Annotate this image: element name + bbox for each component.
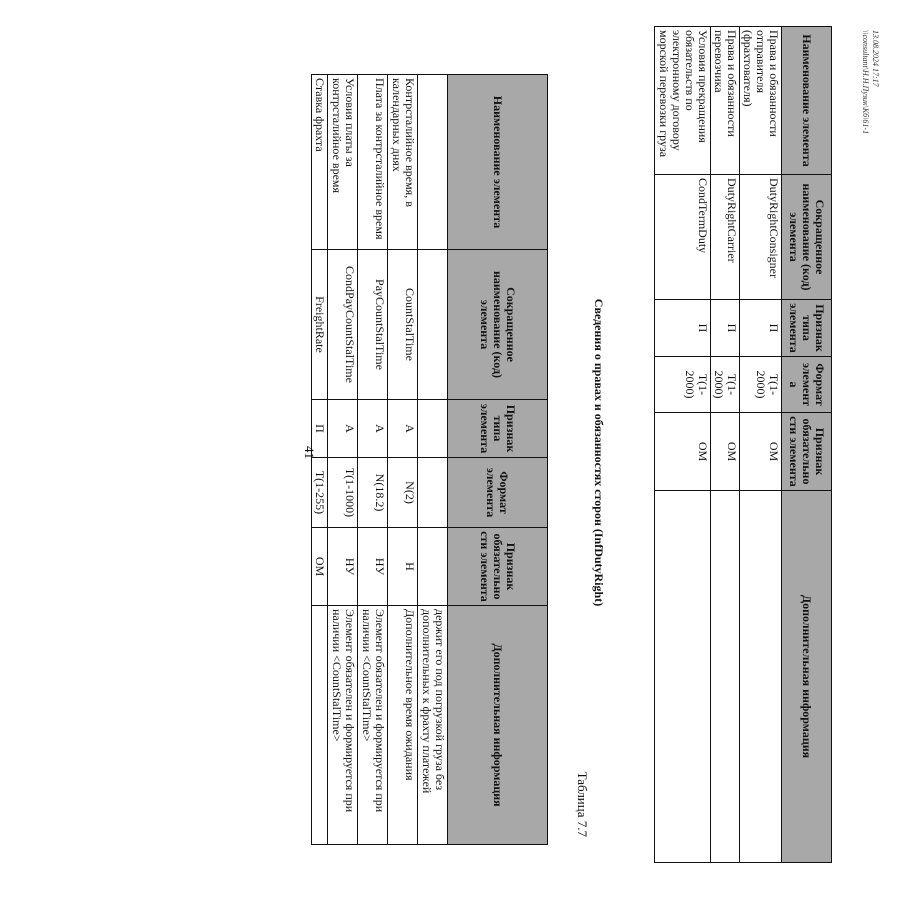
header-cell: Признак типа элемента <box>448 400 548 458</box>
print-footer <box>860 30 880 134</box>
cell-code: CondTermDuty <box>655 175 711 300</box>
cell-info <box>711 491 740 863</box>
cell-info: Элемент обязателен и формируется при наличии <CountStalTime> <box>358 606 388 845</box>
cell-code: DutyRightCarrier <box>711 175 740 300</box>
table-row <box>312 75 328 845</box>
cell-info <box>655 491 711 863</box>
cell-info <box>740 491 782 863</box>
cell-info: держит его под погрузкой груза без дополнительных к фрахту платежей <box>418 606 448 845</box>
cell-required: ОМ <box>312 528 328 606</box>
header-cell: Признак типа элемента <box>782 300 832 357</box>
cell-type: П <box>655 300 711 357</box>
cell-name: Плата за контрсталийное время <box>358 75 388 250</box>
cell-format: T(1-255) <box>312 458 328 528</box>
cell-required: Н <box>388 528 418 606</box>
cell-code: PayCountStalTime <box>358 250 388 400</box>
header-cell: Дополнительная информация <box>782 491 832 863</box>
table-row <box>328 75 358 845</box>
header-cell: Формат элемента <box>448 458 548 528</box>
header-cell: Наименование элемента <box>782 27 832 175</box>
cell-format: T(1-2000) <box>740 357 782 413</box>
cell-name: Контрсталийное время, в календарных днях <box>388 75 418 250</box>
cell-name: Условия прекращения обязательств по электронному договору морской перевозки груза <box>655 27 711 175</box>
cell-type: А <box>358 400 388 458</box>
cell-required: ОМ <box>655 413 711 491</box>
table-row <box>655 27 711 863</box>
cell-name: Права и обязанности отправителя (фрахтователя) <box>740 27 782 175</box>
header-cell: Сокращенное наименование (код) элемента <box>782 175 832 300</box>
cell-required: ОМ <box>711 413 740 491</box>
header-cell: Признак обязательности элемента <box>448 528 548 606</box>
cell-format: T(1-1000) <box>328 458 358 528</box>
cell-code: CountStalTime <box>388 250 418 400</box>
cell-name: Ставка фрахта <box>312 75 328 250</box>
header-cell: Сокращенное наименование (код) элемента <box>448 250 548 400</box>
header-cell: Формат элемента <box>782 357 832 413</box>
cell-code <box>418 250 448 400</box>
table-label: Таблица 7.7 <box>575 771 590 837</box>
cell-required <box>418 528 448 606</box>
print-path: \\consultant\Н.Н.Пузик\Кб\61-1 <box>861 30 870 135</box>
cell-type: П <box>740 300 782 357</box>
cell-format: N(18.2) <box>358 458 388 528</box>
cell-required: НУ <box>358 528 388 606</box>
cell-type: А <box>328 400 358 458</box>
cell-type: А <box>388 400 418 458</box>
table-row <box>358 75 388 845</box>
cell-info: Дополнительное время ожидания <box>388 606 418 845</box>
cell-name: Условия платы за контрсталийное время <box>328 75 358 250</box>
table-row <box>740 27 782 863</box>
cell-name <box>418 75 448 250</box>
cell-type: П <box>711 300 740 357</box>
table-row <box>711 27 740 863</box>
cell-info <box>312 606 328 845</box>
rotated-page <box>265 0 905 905</box>
table-row <box>418 75 448 845</box>
header-cell: Наименование элемента <box>448 75 548 250</box>
cell-code: FreightRate <box>312 250 328 400</box>
cell-format: T(1-2000) <box>655 357 711 413</box>
print-timestamp: 13.08.2024 17:17 <box>871 30 880 87</box>
page-number: 41 <box>302 446 317 459</box>
cell-name: Права и обязанности перевозчика <box>711 27 740 175</box>
table-caption: Сведения о правах и обязанностях сторон (InfDutyRight) <box>592 298 606 607</box>
cell-format: N(2) <box>388 458 418 528</box>
cell-type <box>418 400 448 458</box>
table-row <box>388 75 418 845</box>
header-cell: Признак обязательности элемента <box>782 413 832 491</box>
cell-type: П <box>312 400 328 458</box>
cell-required: ОМ <box>740 413 782 491</box>
cell-code: CondPayCountStalTime <box>328 250 358 400</box>
cell-format: T(1-2000) <box>711 357 740 413</box>
elements-table-continued <box>311 74 548 845</box>
cell-info: Элемент обязателен и формируется при наличии <CountStalTime> <box>328 606 358 845</box>
cell-code: DutyRightConsigner <box>740 175 782 300</box>
cell-format <box>418 458 448 528</box>
duty-right-table <box>654 26 832 863</box>
cell-required: НУ <box>328 528 358 606</box>
header-cell: Дополнительная информация <box>448 606 548 845</box>
